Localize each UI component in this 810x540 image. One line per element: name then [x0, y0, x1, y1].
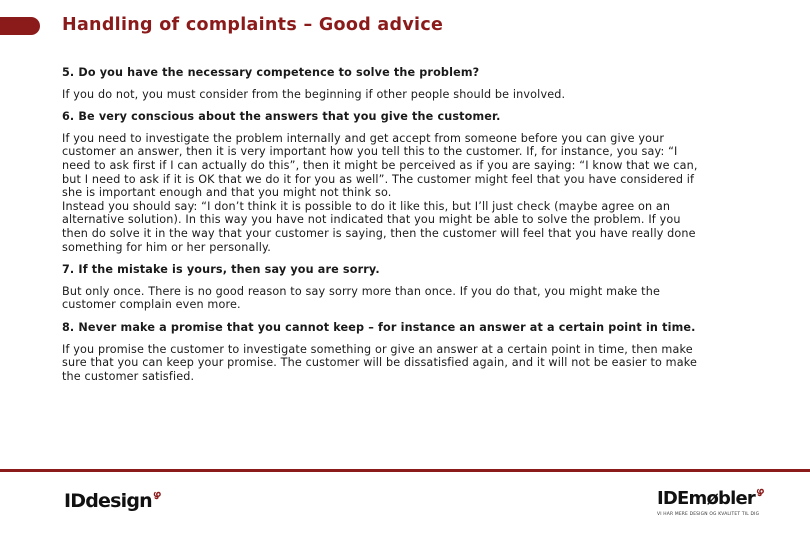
logo-wordmark: IDdesign — [64, 490, 152, 512]
section-paragraph: If you do not, you must consider from the beginning if other people should be involved. — [62, 87, 566, 101]
section-paragraph: Instead you should say: “I don’t think it is possible to do it like this, but I’ll just check (maybe agree on an alternative solution). In this way you have not indicated that you might be able to solve the problem. If you then do solve it in the way that your customer is saying, then the customer will feel that you have really done something for him or her personally. — [62, 199, 696, 254]
section-heading: 7. If the mistake is yours, then say you are sorry. — [62, 263, 380, 277]
logo-swirl-icon: ഴ — [756, 485, 763, 499]
iddesign-logo — [64, 490, 160, 512]
section-8 — [62, 321, 704, 383]
idemobler-logo — [657, 485, 763, 509]
section-paragraph: If you need to investigate the problem internally and get accept from someone before you can give your customer an answer, then it is very important how you tell this to the customer. If, for instance, you say: “I need to ask first if I can actually do this”, then it might be perceived as if you are saying: “I know that we can, but I need to ask if it is OK that we do it for you as well”. The customer might feel that you have considered if she is important enough and that you might not think so. — [62, 131, 698, 200]
logo-swirl-icon: ഴ — [152, 488, 160, 502]
logo-wordmark: IDEmøbler — [657, 488, 755, 509]
section-6 — [62, 110, 704, 254]
section-5 — [62, 66, 704, 101]
section-7 — [62, 263, 704, 312]
section-heading: 5. Do you have the necessary competence to solve the problem? — [62, 66, 480, 79]
section-heading: 8. Never make a promise that you cannot keep – for instance an answer at a certain point in time. — [62, 320, 696, 334]
section-heading: 6. Be very conscious about the answers that you give the customer. — [62, 110, 501, 124]
logo-tagline: VI HAR MERE DESIGN OG KVALITET TIL DIG — [657, 512, 760, 517]
footer-divider — [0, 469, 810, 472]
section-paragraph: But only once. There is no good reason to say sorry more than once. If you do that, you might make the customer complain even more. — [62, 284, 660, 312]
section-paragraph: If you promise the customer to investigate something or give an answer at a certain point in time, then make sure that you can keep your promise. The customer will be dissatisfied again, and it will not be easier to make the customer satisfied. — [62, 342, 697, 383]
document-body — [62, 66, 704, 392]
title-accent-tab — [0, 17, 40, 35]
page-title: Handling of complaints – Good advice — [62, 15, 444, 35]
